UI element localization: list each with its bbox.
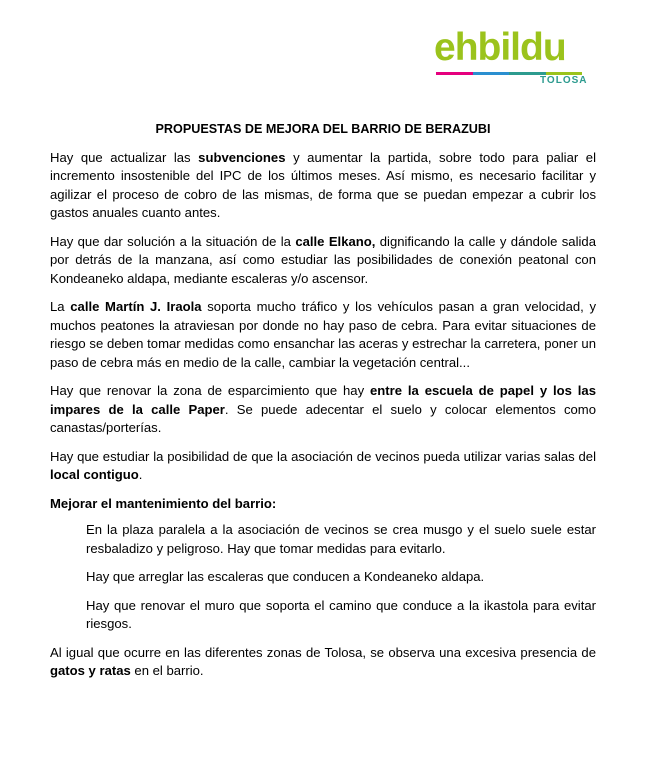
document-title: PROPUESTAS DE MEJORA DEL BARRIO DE BERAZUBI — [155, 122, 491, 136]
p1-text-c: y aumentar la partida, sobre todo para paliar el incremento insostenible del IPC de los últimos meses. Así mismo, es necesario facilitar y agilizar el proceso de cobro de las mismas, de forma que se puedan empezar a cubrir los gastos anuales cuanto antes. — [50, 149, 596, 220]
p2-text-a: Hay que dar solución a la situación de la — [50, 233, 296, 249]
paragraph-local-contiguo — [50, 448, 596, 485]
paragraph-subvenciones — [50, 149, 596, 223]
sub-item-plaza: En la plaza paralela a la asociación de vecinos se crea musgo y el suelo suele estar resbaladizo y peligroso. Hay que tomar medidas para evitarlo. — [86, 522, 596, 556]
paragraph-zona-esparcimiento — [50, 382, 596, 438]
sub-item-muro: Hay que renovar el muro que soporta el camino que conduce a la ikastola para evitar riesgos. — [86, 597, 596, 631]
p4-text-a: Hay que renovar la zona de esparcimiento que hay — [50, 383, 371, 398]
p2-bold: calle Elkano, — [295, 233, 376, 249]
p4-bold: entre la escuela de papel y los las impares de la calle Paper — [50, 383, 596, 417]
p2-text-c: dignificando la calle y dándole salida por detrás de la manzana, así como estudiar las posibilidades de conexión peatonal con Kondeaneko aldapa, mediante escaleras y/o ascensor. — [50, 233, 596, 286]
ehbildu-logo — [432, 28, 592, 88]
p5-text-c: . — [138, 467, 143, 482]
document-body — [50, 120, 596, 691]
paragraph-calle-iraola — [50, 298, 596, 372]
p3-text-c: soporta mucho tráfico y los vehículos pasan a gran velocidad, y muchos peatones la atraviesan por donde no hay paso de cebra. Para evitar situaciones de riesgo se deben tomar medidas como ensanchar las aceras y estrechar la carretera, poner un paso de cebra más en medio de la calle, cambiar la vegetación central... — [50, 299, 596, 370]
subheading-mantenimiento: Mejorar el mantenimiento del barrio: — [50, 495, 277, 511]
p4-text-c: . Se puede adecentar el suelo y colocar elementos como canastas/porterías. — [50, 401, 596, 435]
p1-bold: subvenciones — [198, 149, 286, 165]
p6-bold: gatos y ratas — [50, 663, 131, 678]
logo-wordmark: ehbildu — [434, 26, 566, 69]
p3-text-a: La — [50, 299, 71, 314]
p1-text-a: Hay que actualizar las — [50, 149, 199, 165]
logo-town: TOLOSA — [540, 75, 588, 86]
p5-bold: local contiguo — [50, 467, 139, 482]
paragraph-calle-elkano — [50, 233, 596, 289]
paragraph-gatos-ratas — [50, 644, 596, 681]
p5-text-a: Hay que estudiar la posibilidad de que la asociación de vecinos pueda utilizar varias salas del — [50, 448, 596, 464]
p6-text-c: en el barrio. — [130, 663, 204, 678]
logo-bar-blue — [473, 72, 510, 75]
sub-item-escaleras: Hay que arreglar las escaleras que conducen a Kondeaneko aldapa. — [86, 569, 485, 584]
p6-text-a: Al igual que ocurre en las diferentes zonas de Tolosa, se observa una excesiva presencia de — [50, 644, 596, 660]
p3-bold: calle Martín J. Iraola — [70, 299, 202, 314]
logo-bar-magenta — [436, 72, 473, 75]
